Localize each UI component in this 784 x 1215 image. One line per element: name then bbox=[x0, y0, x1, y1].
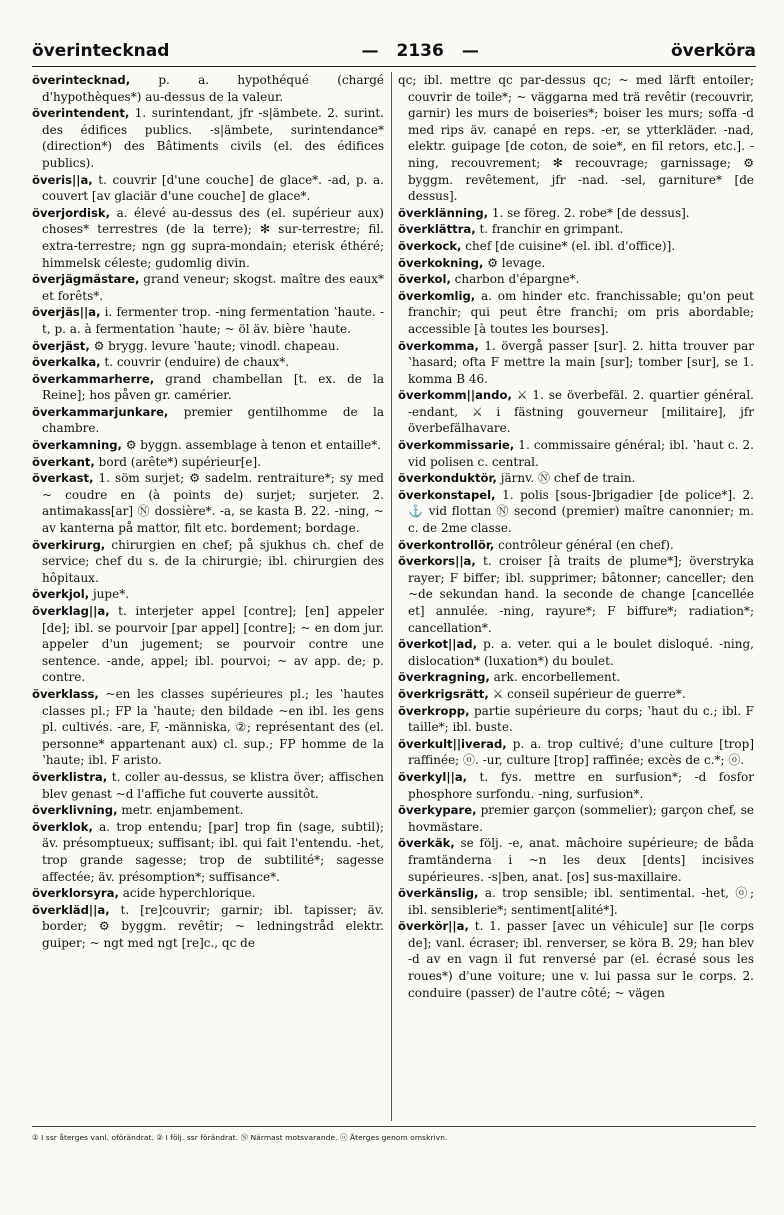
entry-text: a. élevé au-dessus des (el. supérieur aux) choses* terrestres (de la terre); ✻ sur-terrestre; fil. extra-terrestre; ngn gg supra-mondain; eterisk éthéré; himmelsk céleste; gudomlig divin. bbox=[42, 205, 384, 270]
entry-headword: överkrigsrätt, bbox=[398, 686, 489, 701]
dictionary-entry bbox=[398, 835, 754, 885]
dictionary-entry bbox=[398, 802, 754, 835]
entry-text: 1. commissaire général; ibl. ʽhaut c. 2. vid polisen c. central. bbox=[408, 438, 754, 469]
entry-headword: överklorsyra, bbox=[32, 886, 119, 901]
entry-text: 1. surintendant, jfr -s|ämbete. 2. surint. des édifices publics. -s|ämbete, surintendance* (direction*) des Bâtiments civils (el. des édifices publics). bbox=[42, 106, 384, 170]
entry-text: p. a. trop cultivé; d'une culture [trop] raffinée; ⓞ. -ur, culture [trop] raffinée; excès de c.*; ⓞ. bbox=[408, 736, 754, 768]
dictionary-entry bbox=[398, 703, 754, 736]
dictionary-entry bbox=[398, 885, 754, 918]
entry-headword: överklag||a, bbox=[32, 604, 110, 618]
entry-headword: överklänning, bbox=[398, 205, 489, 220]
entry-headword: överkypare, bbox=[398, 803, 477, 818]
dictionary-entry bbox=[398, 338, 754, 388]
left-column bbox=[32, 72, 384, 1121]
entry-headword: överkot||ad, bbox=[398, 637, 478, 652]
entry-headword: överjägmästare, bbox=[32, 272, 140, 287]
column-divider bbox=[391, 72, 392, 1121]
dictionary-entry bbox=[398, 288, 754, 338]
entry-headword: överkonduktör, bbox=[398, 471, 497, 486]
dictionary-entry bbox=[32, 586, 384, 603]
entry-text: t. croiser [à traits de plume*]; överstryka rayer; F biffer; ibl. supprimer; bâtonner; canceller; den ~de sekundan hand. la seconde de change [cancellée et] annulée. -ning, rayure*; F biffure*; radiation*; cancellation*. bbox=[408, 554, 754, 635]
dictionary-entry bbox=[398, 669, 754, 686]
entry-headword: överklivning, bbox=[32, 803, 118, 818]
entry-headword: överkors||a, bbox=[398, 554, 476, 569]
dictionary-entry bbox=[398, 553, 754, 636]
entry-text: t. [re]couvrir; garnir; ibl. tapisser; äv. border; ⚙ byggm. revêtir; ~ ledningstråd elektr. guiper; ~ ngt med ngt [re]c., qc de bbox=[42, 902, 384, 950]
entry-headword: överkammarjunkare, bbox=[32, 404, 169, 419]
entry-text: grand veneur; skogst. maître des eaux* et forêts*. bbox=[42, 272, 384, 303]
entry-text: 1. övergå passer [sur]. 2. hitta trouver par ʽhasard; ofta F mettre la main [sur]; tomber [sur], se 1. komma B 46. bbox=[408, 338, 754, 386]
entry-text: contrôleur général (en chef). bbox=[494, 537, 674, 552]
entry-text: chirurgien en chef; på sjukhus ch. chef de service; chef du s. de la chirurgie; ibl. chirurgien des hôpitaux. bbox=[42, 537, 384, 585]
entry-headword: överkontrollör, bbox=[398, 537, 495, 552]
entry-text: 1. söm surjet; ⚙ sadelm. rentraiture*; sy med ~ coudre en (à points de) surjet; surjeter. 2. antimakass[ar] Ⓝ dossière*. -a, se kasta B. 22. -ning, ~ av kanterna på mattor, filt etc. bordement; bordage. bbox=[42, 471, 384, 536]
header-dash-left: — bbox=[361, 41, 379, 61]
dictionary-entry bbox=[32, 437, 384, 454]
entry-headword: överkamning, bbox=[32, 438, 122, 453]
entry-text: acide hyperchlorique. bbox=[118, 886, 256, 901]
entry-text: jupe*. bbox=[89, 587, 130, 602]
entry-text: bord (arête*) supérieur[e]. bbox=[94, 454, 261, 469]
entry-headword: överkammarherre, bbox=[32, 371, 155, 386]
dictionary-entry bbox=[32, 105, 384, 171]
dictionary-entry bbox=[32, 271, 384, 304]
page-number-group bbox=[362, 41, 479, 61]
entry-text: p. a. hypothéqué (chargé d'hypothèques*) au-dessus de la valeur. bbox=[42, 73, 384, 104]
entry-headword: överkropp, bbox=[398, 703, 470, 718]
entry-headword: överklistra, bbox=[32, 769, 108, 784]
dictionary-entry bbox=[32, 172, 384, 205]
entry-text: ~en les classes supérieures pl.; les ʽhautes classes pl.; FP la ʽhaute; den bildade ~en ibl. les gens pl. cultivés. -are, F, -människa, ②; représentant des (el. personne* appartenant aux) cl. sup.; FP homme de la ʽhaute; ibl. F aristo. bbox=[42, 686, 384, 768]
entry-text: grand chambellan [t. ex. de la Reine]; hos påven gr. camérier. bbox=[42, 371, 384, 403]
entry-headword: överkomlig, bbox=[398, 288, 476, 303]
entry-text: t. couvrir (enduire) de chaux*. bbox=[100, 355, 290, 370]
dictionary-entry bbox=[398, 221, 754, 238]
dictionary-entry bbox=[32, 537, 384, 587]
entry-headword: överkör||a, bbox=[398, 919, 469, 934]
entry-text: se följ. -e, anat. mâchoire supérieure; de båda framtänderna i ~n les deux [dents] incisives supérieures. -s|ben, anat. [os] sus-maxillaire. bbox=[408, 836, 754, 884]
entry-headword: överkäk, bbox=[398, 836, 455, 851]
entry-text: charbon d'épargne*. bbox=[450, 272, 580, 287]
entry-headword: överis||a, bbox=[32, 172, 93, 187]
entry-headword: överintendent, bbox=[32, 106, 130, 121]
entry-headword: överkyl||a, bbox=[398, 769, 468, 784]
dictionary-entry bbox=[32, 205, 384, 271]
footer-rule bbox=[32, 1126, 756, 1127]
entry-headword: överklättra, bbox=[398, 222, 476, 237]
entry-headword: överjordisk, bbox=[32, 205, 111, 220]
dictionary-entry bbox=[398, 271, 754, 288]
entry-headword: överkock, bbox=[398, 238, 462, 253]
header-rule bbox=[32, 66, 756, 67]
page-header bbox=[32, 38, 756, 64]
dictionary-entry bbox=[398, 918, 754, 1001]
dictionary-entry bbox=[32, 769, 384, 802]
footnote-legend: ① I ssr återges vanl. oförändrat. ② I följ. ssr förändrat. Ⓝ Närmast motsvarande. ⓞ Återges genom omskrivn. bbox=[32, 1133, 448, 1142]
dictionary-entry bbox=[398, 636, 754, 669]
entry-headword: överkalka, bbox=[32, 355, 101, 370]
entry-text: i. fermenter trop. -ning fermentation ʽhaute. -t, p. a. à fermentation ʽhaute; ~ öl äv. bière ʽhaute. bbox=[42, 305, 384, 336]
dictionary-entry bbox=[32, 371, 384, 404]
entry-headword: överkänslig, bbox=[398, 886, 479, 901]
dictionary-entry bbox=[32, 819, 384, 885]
entry-text: järnv. Ⓝ chef de train. bbox=[496, 471, 636, 486]
entry-text: ⚔ 1. se överbefäl. 2. quartier général. -endant, ⚔ i fästning gouverneur [militaire], jfr överbefälhavare. bbox=[408, 388, 754, 436]
entry-text: premier garçon (sommelier); garçon chef, se hovmästare. bbox=[408, 803, 754, 834]
entry-headword: överjäs||a, bbox=[32, 305, 101, 320]
dictionary-entry bbox=[398, 686, 754, 703]
entry-text: t. franchir en grimpant. bbox=[475, 222, 624, 237]
entry-text: ⚙ levage. bbox=[483, 255, 546, 270]
entry-headword: överklass, bbox=[32, 686, 99, 701]
entry-text: a. trop entendu; [par] trop fin (sage, subtil); äv. présomptueux; suffisant; ibl. qui fait l'entendu. -het, trop grande sagesse; trop de subtilité*; sagesse affectée; äv. présomption*; suffisance*. bbox=[42, 819, 384, 884]
entry-headword: överkirurg, bbox=[32, 537, 106, 552]
dictionary-entry bbox=[398, 470, 754, 487]
entry-text: metr. enjambement. bbox=[117, 803, 244, 818]
entry-headword: överkokning, bbox=[398, 255, 484, 270]
dictionary-entry bbox=[32, 603, 384, 686]
dictionary-entry bbox=[32, 354, 384, 371]
dictionary-entry bbox=[32, 338, 384, 355]
entry-text: t. coller au-dessus, se klistra över; affischen blev genast ~d l'affiche fut couverte aussitôt. bbox=[42, 769, 384, 801]
dictionary-entry bbox=[398, 205, 754, 222]
entry-headword: överkragning, bbox=[398, 670, 490, 685]
dictionary-entry bbox=[32, 902, 384, 952]
dictionary-entry bbox=[398, 387, 754, 437]
dictionary-entry bbox=[398, 238, 754, 255]
entry-text: ⚙ byggn. assemblage à tenon et entaille*. bbox=[121, 438, 382, 453]
entry-text: t. interjeter appel [contre]; [en] appeler [de]; ibl. se pourvoir [par appel] [contre]; ~ en dom jur. appeler d'un jugement; se pourvoir contre une sentence. -ande, appel; ibl. pourvoi; ~ av app. de; p. contre. bbox=[42, 604, 384, 685]
dictionary-entry bbox=[32, 454, 384, 471]
entry-headword: överkonstapel, bbox=[398, 487, 496, 502]
dictionary-entry bbox=[398, 487, 754, 537]
entry-text: partie supérieure du corps; ʽhaut du c.; ibl. F taille*; ibl. buste. bbox=[408, 703, 754, 735]
entry-text: ark. encorbellement. bbox=[489, 670, 621, 685]
dictionary-entry bbox=[398, 537, 754, 554]
entry-headword: överkommissarie, bbox=[398, 438, 515, 453]
right-running-headword: överköra bbox=[670, 41, 756, 61]
entry-headword: överintecknad, bbox=[32, 73, 131, 87]
entry-text: a. trop sensible; ibl. sentimental. -het, ⓞ; ibl. sensiblerie*; sentiment[alité*]. bbox=[408, 886, 754, 917]
entry-text: qc; ibl. mettre qc par-dessus qc; ~ med lärft entoiler; couvrir de toile*; ~ väggarna med trä revêtir (recouvrir, garnir) les murs de boiseries*; boiser les murs; soffa -d med rips äv. canapé en reps. -er, se ytterkläder. -nad, elektr. guipage [de coton, de soie*, en fil retors, etc.]. -ning, recouvrement; ✻ recouvrage; garnissage; ⚙ byggm. revêtement, jfr -nad. -sel, garniture* [de dessus]. bbox=[398, 73, 754, 204]
entry-headword: överkast, bbox=[32, 471, 94, 486]
entry-text: t. couvrir [d'une couche] de glace*. -ad, p. a. couvert [av glaciär d'une couche] de glace*. bbox=[42, 172, 384, 204]
left-running-headword: överintecknad bbox=[32, 41, 170, 61]
entry-headword: överklok, bbox=[32, 819, 93, 834]
page-number: 2136 bbox=[396, 41, 444, 61]
dictionary-entry bbox=[398, 72, 754, 205]
right-column bbox=[398, 72, 754, 1121]
dictionary-entry bbox=[398, 255, 754, 272]
entry-headword: överjäst, bbox=[32, 338, 90, 353]
dictionary-entry bbox=[32, 885, 384, 902]
dictionary-entry bbox=[32, 686, 384, 769]
entry-text: t. 1. passer [avec un véhicule] sur [le corps de]; vanl. écraser; ibl. renverser, se köra B. 29; han blev -d av en vagn il fut renversé par (el. écrasé sous les roues*) d'une voiture; une v. lui passa sur le corps. 2. conduire (passer) de l'autre côté; ~ vägen bbox=[408, 919, 754, 1000]
entry-text: ⚔ conseil supérieur de guerre*. bbox=[488, 686, 686, 701]
dictionary-entry bbox=[398, 437, 754, 470]
entry-headword: överkult||iverad, bbox=[398, 736, 507, 751]
entry-text: p. a. veter. qui a le boulet disloqué. -ning, dislocation* (luxation*) du boulet. bbox=[408, 637, 754, 668]
dictionary-entry bbox=[32, 470, 384, 536]
entry-text: t. fys. mettre en surfusion*; -d fosfor phosphore surfondu. -ning, surfusion*. bbox=[408, 769, 754, 801]
entry-headword: överkol, bbox=[398, 272, 451, 287]
dictionary-entry bbox=[32, 802, 384, 819]
dictionary-entry bbox=[398, 736, 754, 769]
entry-headword: överkomm||ando, bbox=[398, 388, 512, 403]
dictionary-entry bbox=[32, 404, 384, 437]
dictionary-entry bbox=[32, 72, 384, 105]
dictionary-entry bbox=[398, 769, 754, 802]
entry-headword: överkant, bbox=[32, 454, 95, 469]
header-dash-right: — bbox=[461, 41, 479, 61]
entry-text: premier gentilhomme de la chambre. bbox=[42, 404, 384, 436]
entry-text: chef [de cuisine* (el. ibl. d'office)]. bbox=[461, 238, 676, 253]
entry-headword: överkläd||a, bbox=[32, 902, 110, 917]
entry-headword: överkjol, bbox=[32, 587, 90, 602]
entry-text: 1. polis [sous-]brigadier [de police*]. 2. ⚓ vid flottan Ⓝ second (premier) maître canonnier; m. c. de 2me classe. bbox=[408, 487, 754, 536]
entry-text: ⚙ brygg. levure ʽhaute; vinodl. chapeau. bbox=[89, 338, 340, 353]
entry-text: a. om hinder etc. franchissable; qu'on peut franchir; qui peut être franchi; om pris abordable; accessible [à toutes les bourses]. bbox=[408, 288, 754, 336]
dictionary-entry bbox=[32, 304, 384, 337]
entry-text: 1. se föreg. 2. robe* [de dessus]. bbox=[488, 205, 690, 220]
entry-headword: överkomma, bbox=[398, 338, 479, 353]
